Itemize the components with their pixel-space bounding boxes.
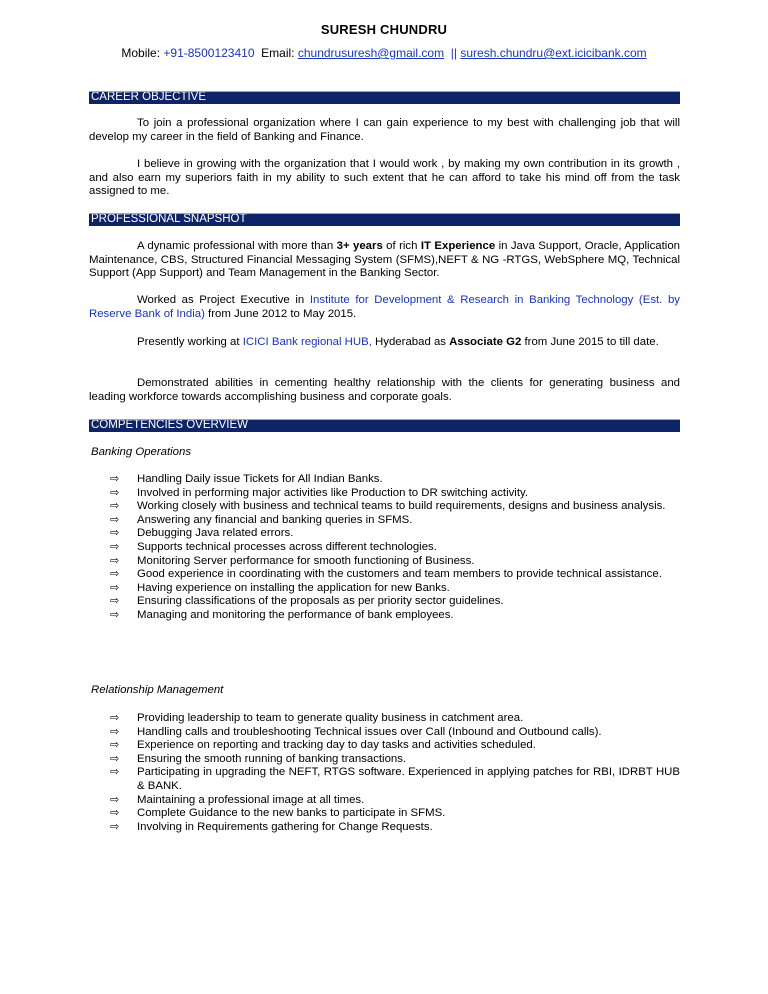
arrow-bullet-icon: ⇨ <box>110 725 120 738</box>
list-item <box>110 595 680 609</box>
email-label: Email: <box>261 46 295 60</box>
snapshot-paragraph-1: A dynamic professional with more than 3+ years of rich IT Experience in Java Support, Oracle, Application Maintenance, CBS, Structured Financial Messaging System (SFMS),NEFT & NG -RTGS, WebSphere MQ, Technical Support (App Support) and Team Management in the Banking Sector. <box>89 240 680 280</box>
email-separator: || <box>450 46 458 60</box>
list-item-text: Providing leadership to team to generate quality business in catchment area. <box>137 712 524 724</box>
list-item-text: Monitoring Server performance for smooth functioning of Business. <box>137 554 475 567</box>
candidate-name: SURESH CHUNDRU <box>320 22 448 37</box>
list-item-text: Handling calls and troubleshooting Technical issues over Call (Inbound and Outbound calls). <box>137 725 602 738</box>
list-item-text: Complete Guidance to the new banks to participate in SFMS. <box>137 807 446 820</box>
arrow-bullet-icon: ⇨ <box>110 793 120 806</box>
career-paragraph-1: To join a professional organization where I can gain experience to my best with challenging job that will develop my career in the field of Banking and Finance. <box>89 117 680 143</box>
arrow-bullet-icon: ⇨ <box>110 766 120 779</box>
list-item <box>110 555 680 569</box>
list-item <box>110 568 680 582</box>
email-link-work[interactable]: suresh.chundru@ext.icicibank.com <box>460 46 647 60</box>
arrow-bullet-icon: ⇨ <box>110 608 120 621</box>
arrow-bullet-icon: ⇨ <box>110 739 120 752</box>
list-item-text: Participating in upgrading the NEFT, RTGS software. Experienced in applying patches for RBI, IDRBT HUB & BANK. <box>137 766 680 792</box>
list-item-text: Answering any financial and banking queries in SFMS. <box>137 513 413 526</box>
mobile-label: Mobile: <box>121 46 161 60</box>
list-item <box>110 487 680 501</box>
list-item <box>110 500 680 514</box>
arrow-bullet-icon: ⇨ <box>110 540 120 553</box>
list-item-text: Working closely with business and technical teams to build requirements, designs and business analysis. <box>137 500 666 513</box>
snapshot-paragraph-2: Worked as Project Executive in Institute for Development & Research in Banking Technology (Est. by Reserve Bank of India) from June 2012 to May 2015. <box>89 294 680 320</box>
list-item <box>110 794 680 808</box>
arrow-bullet-icon: ⇨ <box>110 820 120 833</box>
list-item-text: Supports technical processes across different technologies. <box>137 540 437 553</box>
list-item <box>110 726 680 740</box>
list-item-text: Involved in performing major activities like Production to DR switching activity. <box>137 486 529 499</box>
section-competencies-overview: COMPETENCIES OVERVIEW <box>89 419 680 432</box>
idrbt-name: Institute for Development & Research in Banking Technology (Est. by Reserve Bank of India) <box>89 294 680 320</box>
arrow-bullet-icon: ⇨ <box>110 473 120 485</box>
banking-operations-list <box>110 473 680 623</box>
arrow-bullet-icon: ⇨ <box>110 486 120 499</box>
career-paragraph-2: I believe in growing with the organization that I would work , by making my own contribution in its growth , and also earn my superiors faith in my ability to such extent that he can afford to take his mind off from the task assigned to me. <box>89 158 680 198</box>
list-item-text: Ensuring the smooth running of banking transactions. <box>137 752 407 765</box>
arrow-bullet-icon: ⇨ <box>110 807 120 820</box>
list-item <box>110 473 680 487</box>
list-item-text: Debugging Java related errors. <box>137 527 294 540</box>
list-item <box>110 739 680 753</box>
list-item <box>110 766 680 793</box>
arrow-bullet-icon: ⇨ <box>110 500 120 513</box>
section-professional-snapshot: PROFESSIONAL SNAPSHOT <box>89 213 680 226</box>
arrow-bullet-icon: ⇨ <box>110 554 120 567</box>
arrow-bullet-icon: ⇨ <box>110 568 120 581</box>
list-item-text: Managing and monitoring the performance of bank employees. <box>137 608 454 621</box>
list-item-text: Involving in Requirements gathering for Change Requests. <box>137 820 433 833</box>
snapshot-paragraph-4: Demonstrated abilities in cementing healthy relationship with the clients for generating business and leading workforce towards accomplishing business and corporate goals. <box>89 377 680 403</box>
list-item-text: Having experience on installing the application for new Banks. <box>137 581 450 594</box>
list-item <box>110 527 680 541</box>
snapshot-paragraph-3: Presently working at ICICI Bank regional HUB, Hyderabad as Associate G2 from June 2015 to till date. <box>137 336 659 348</box>
arrow-bullet-icon: ⇨ <box>110 712 120 724</box>
list-item-text: Maintaining a professional image at all times. <box>137 793 365 806</box>
list-item-text: Good experience in coordinating with the customers and team members to provide technical assistance. <box>137 568 662 581</box>
email-link-personal[interactable]: chundrusuresh@gmail.com <box>297 46 445 60</box>
list-item <box>110 807 680 821</box>
list-item-text: Handling Daily issue Tickets for All Indian Banks. <box>137 473 383 485</box>
list-item <box>110 609 680 623</box>
list-item <box>110 821 680 835</box>
arrow-bullet-icon: ⇨ <box>110 513 120 526</box>
list-item <box>110 712 680 726</box>
designation: Associate G2 <box>449 336 522 348</box>
list-item <box>110 541 680 555</box>
arrow-bullet-icon: ⇨ <box>110 527 120 540</box>
arrow-bullet-icon: ⇨ <box>110 595 120 608</box>
relationship-management-list <box>110 712 680 834</box>
subheading-banking-operations: Banking Operations <box>91 446 192 458</box>
experience-years: 3+ years <box>336 240 383 252</box>
it-experience: IT Experience <box>420 240 496 252</box>
arrow-bullet-icon: ⇨ <box>110 752 120 765</box>
subheading-relationship-management: Relationship Management <box>91 684 224 696</box>
section-career-objective: CAREER OBJECTIVE <box>89 91 680 104</box>
contact-line <box>0 46 768 60</box>
list-item <box>110 753 680 767</box>
list-item-text: Ensuring classifications of the proposals as per priority sector guidelines. <box>137 595 504 608</box>
arrow-bullet-icon: ⇨ <box>110 581 120 594</box>
list-item-text: Experience on reporting and tracking day to day tasks and activities scheduled. <box>137 739 536 752</box>
list-item <box>110 582 680 596</box>
icici-name: ICICI Bank regional HUB, <box>242 336 372 348</box>
mobile-number: +91-8500123410 <box>163 46 255 60</box>
list-item <box>110 514 680 528</box>
